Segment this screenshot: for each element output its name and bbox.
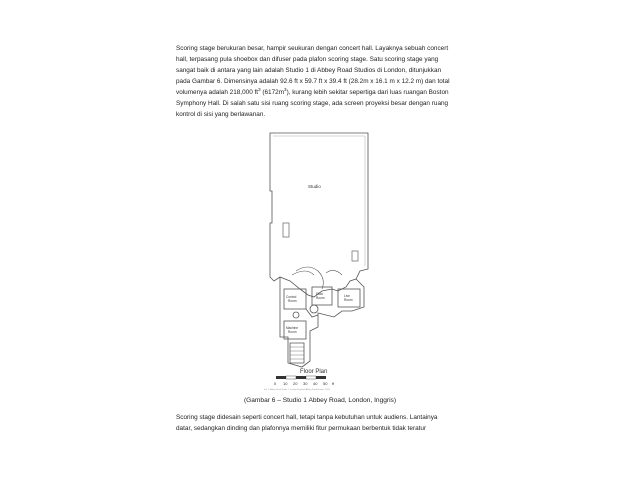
paragraph-line: hall, terpasang pula shoebox dan difuser pada plafon scoring stage. Satu scoring stage yang [176,56,439,63]
text-fragment: ), kurang lebih sekitar sepertiga dari luas ruangan Boston [286,89,449,96]
lower-rooms-outline [280,277,364,367]
live-room-label: Room [344,298,353,302]
figure-credit: Fig. 1: Abbey Road Studio 1, London England (Abbey Road Studios, 2011) [264,389,331,391]
paragraph-line: datar, sedangkan dinding dan plafonnya memiliki fitur permukaan berbentuk tidak teratur [176,425,427,432]
pillar [310,305,318,313]
body-paragraph-1 [176,43,464,120]
corridor-line [306,309,318,317]
scale-bar [276,376,326,379]
wall-recess [283,223,289,237]
scale-label: 0 [274,381,277,386]
stair-curve [326,270,342,275]
text-fragment: (6172m [260,89,285,96]
paragraph-line: sangat baik di antara yang lain adalah Studio 1 di Abbey Road Studios di London, ditunjukkan [176,67,442,74]
scale-label: 10 [283,381,288,386]
scale-label: 50 [323,381,328,386]
paragraph-line: Symphony Hall. Di salah satu sisi ruang scoring stage, ada screen proyeksi besar dengan ruang [176,100,449,107]
floor-plan-title: Floor Plan [300,369,328,375]
paragraph-line: Scoring stage didesain seperti concert hall, tetapi tanpa kebutuhan untuk audiens. Lantainya [176,414,438,421]
scale-label: 30 [303,381,308,386]
text-fragment: volumenya adalah 218,000 ft [176,89,259,96]
control-room-label: Control [286,295,297,299]
pillar [293,312,299,318]
stair-curve [296,267,323,289]
paragraph-line: pada Gambar 6. Dimensinya adalah 92.6 ft x 59.7 ft x 39.4 ft (28.2m x 16.1 m x 12.2 m) dan total [176,78,450,85]
floor-plan-drawing [256,131,386,391]
stair-step [290,347,304,359]
paragraph-line: kontrol di sisi yang berlawanan. [176,111,266,118]
floor-plan-figure [256,131,386,391]
stair-curve [292,271,314,275]
wall-recess [352,251,358,261]
live-room-label: Live [344,294,350,298]
floor-room-label: Floor [316,292,324,296]
stairwell [290,343,304,363]
control-room-label: Room [288,299,297,303]
paragraph-line: Scoring stage berukuran besar, hampir seukuran dengan concert hall. Layaknya sebuah concert [176,45,449,52]
machine-room-label: Room [288,330,297,334]
figure-caption: (Gambar 6 – Studio 1 Abbey Road, London, Inggris) [243,397,397,404]
body-paragraph-2 [176,412,464,434]
superscript: 3 [258,86,261,92]
studio-label: Studio [308,184,321,189]
paragraph-line [176,87,464,98]
scale-label: 40 [313,381,318,386]
studio-inner-wall [273,136,365,266]
scale-label: 20 [293,381,298,386]
scale-label: ft [332,381,335,386]
floor-room-label: Room [316,296,325,300]
superscript: 3 [284,86,287,92]
machine-room-label: Machine [286,326,299,330]
